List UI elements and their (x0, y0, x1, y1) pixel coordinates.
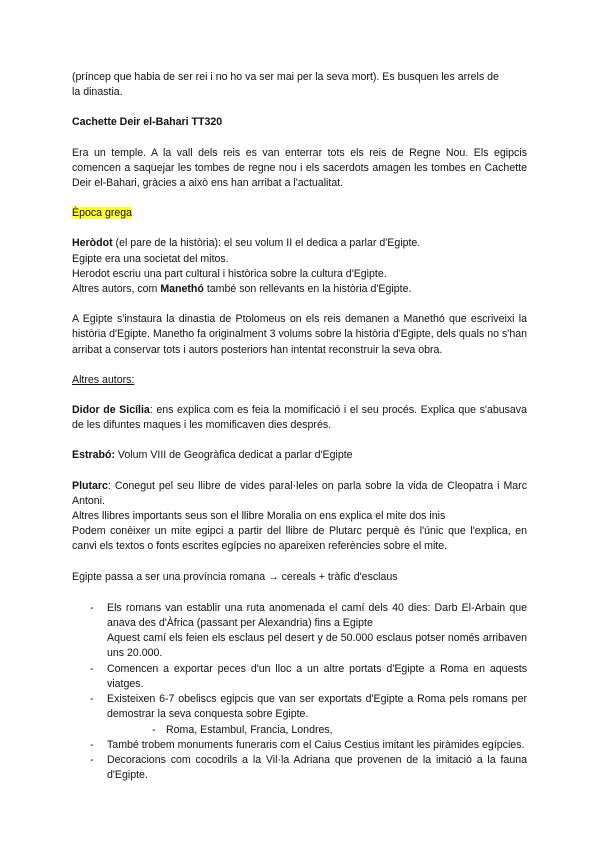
grega-heading (72, 206, 527, 221)
herodot-text: (el pare de la història): el seu volum II el dedica a parlar d'Egipte. (112, 237, 421, 250)
altres-heading (72, 373, 527, 388)
didor-name: Didor de Sicília (72, 404, 150, 417)
cachette-title-text: Cachette Deir el-Bahari TT320 (72, 116, 223, 129)
plutarc-name: Plutarc (72, 479, 108, 492)
list-item: - Decoracions com cocodrils a la Vil·la Adriana que provenen de la imitació a la fauna d'Egipte. (72, 753, 527, 783)
didor-paragraph (72, 403, 527, 433)
cachette-paragraph: Era un temple. A la vall dels reis es van enterrar tots els reis de Regne Nou. Els egipcis comencen a saquejar les tombes de regne nou i els sacerdots amagen les tombes en Cachette Deir el-Bahari, gràcies a això ens han arribat a l'actualitat. (72, 146, 527, 190)
grega-line-4 (72, 282, 527, 297)
list-item-text: Existeixen 6-7 obeliscs egipcis que van ser exportats d'Egipte a Roma pels romans per demostrar la seva conquesta sobre Egipte. (107, 693, 527, 721)
grega-heading-highlight: Època grega (72, 207, 133, 220)
herodot-line (72, 236, 527, 251)
list-item (72, 601, 527, 662)
list-item: - Comencen a exportar peces d'un lloc a un altre portats d'Egipte a Roma en aquests viatges. (72, 662, 527, 692)
manetho-name: Manethó (160, 283, 204, 296)
plutarc-line-2: Altres llibres importants seus son el llibre Moralia on ens explica el mite dos inis (72, 510, 446, 523)
altres-heading-text: Altres autors: (72, 373, 135, 386)
plutarc-line-3: Podem conèixer un mite egipci a partir del llibre de Plutarc perquè és l'únic que l'explica, en canvi els textos o fonts escrites egípcies no apareixen referències sobre el mite. (72, 525, 527, 553)
herodot-name: Heròdot (72, 237, 113, 250)
grega-line-2: Egipte era una societat del mitos. (72, 252, 229, 265)
grega-line-4-pre: Altres autors, com (72, 283, 161, 296)
ptolomeus-paragraph: A Egipte s'instaura la dinastia de Ptolomeus on els reis demanen a Manethó que escriveixi la història d'Egipte. Manetho fa originalment 3 volums sobre la història d'Egipte, dels quals no s'han arribat a conservar tots i autors posteriors han intentat reconstruir la seva obra. (72, 313, 527, 356)
romana-intro: Egipte passa a ser una província romana → cereals + tràfic d'esclaus (72, 570, 398, 583)
intro-line-1: (príncep que habia de ser rei i no ho va ser mai per la seva mort). Es busquen les arrels de (72, 71, 499, 83)
grega-line-4-post: també son rellevants en la història d'Egipte. (203, 283, 412, 296)
intro-line-2: la dinastia. (72, 86, 123, 99)
cachette-title (72, 115, 527, 130)
list-item-text: Els romans van establir una ruta anomenada el camí dels 40 dies: Darb El-Arbain que anava des d'Àfrica (passant per Alexandria) fins a Egipte (107, 601, 527, 630)
estrabo-line (72, 448, 527, 463)
list-item-continuation: Aquest camí els feien els esclaus pel desert y de 50.000 esclaus potser només arribaven uns 20.000. (107, 632, 527, 660)
sub-list (107, 723, 527, 738)
document-page (72, 70, 527, 783)
grega-line-3: Herodot escriu una part cultural i històrica sobre la cultura d'Egipte. (72, 267, 387, 280)
list-item: - També trobem monuments funeraris com el Caius Cestius imitant les piràmides egípcies. (72, 738, 527, 753)
plutarc-text: : Conegut pel seu llibre de vides paral·leles on parla sobre la vida de Cleopatra i Marc Antoni. (72, 479, 527, 507)
romana-list (72, 601, 527, 783)
plutarc-paragraph (72, 479, 527, 509)
estrabo-name: Estrabó: (72, 449, 115, 462)
sub-list-item: - Roma, Estambul, Francia, Londres, (107, 723, 527, 738)
didor-text: : ens explica com es feia la momificació i el seu procés. Explica que s'abusava de les difuntes maques i les momificaven dies després. (72, 404, 527, 432)
estrabo-text: Volum VIII de Geogràfica dedicat a parlar d'Egipte (114, 449, 353, 462)
list-item (72, 692, 527, 738)
